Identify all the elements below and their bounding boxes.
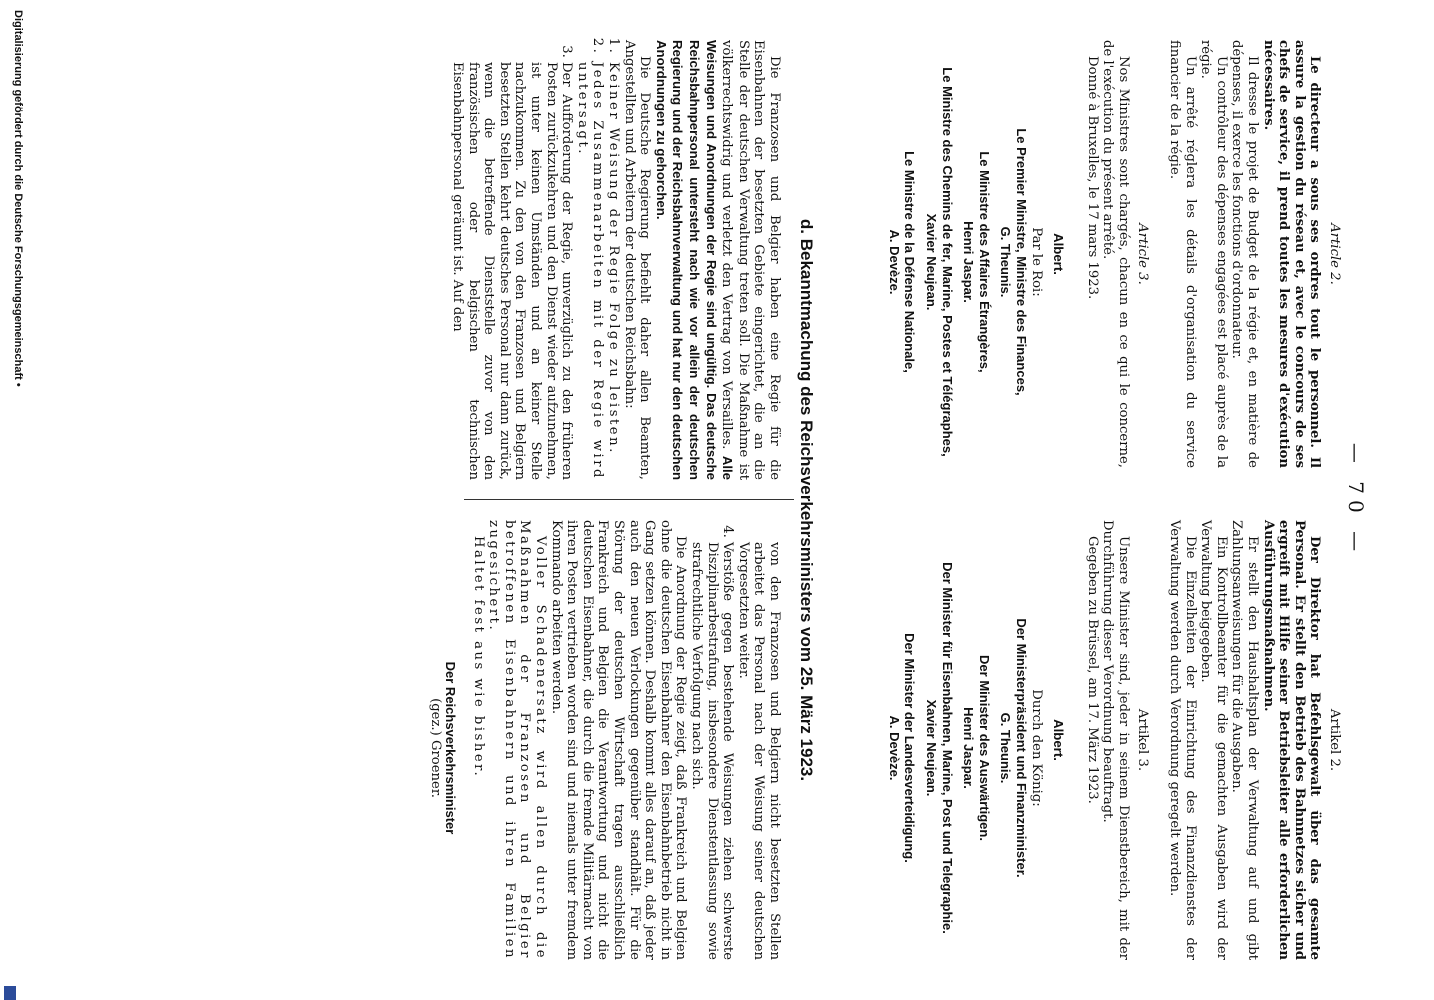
paragraph: Voller Schadenersatz wird allen durch die Maßnahmen der Franzosen und Belgier betroffenen Eisenbahnern und ihren Familien zugesichert. <box>486 520 549 960</box>
signatory-name: Xavier Neujean. <box>923 213 939 311</box>
list-item: 4. Verstöße gegen bestehende Weisungen ziehen schwerste Disziplinarbestrafung, insbesondere Dienstentlassung sowie strafrechtliche Verfolgung nach sich. <box>688 542 735 960</box>
signatory-title: Der Minister des Auswärtigen. <box>976 655 992 841</box>
paragraph: Il dresse le projet de Budget de la régie et, en matière de dépenses, il exerce les fonctions d'ordonnateur. <box>1229 40 1261 468</box>
signatory-name: Henri Jaspar. <box>961 221 977 303</box>
paragraph: Nos Ministres sont chargés, chacun en ce qui le concerne, de l'exécution du présent arrêté. <box>1100 40 1131 468</box>
left-top-column <box>886 40 1342 468</box>
paragraph: Un arrêté réglera les détails d'organisation du service financier de la régie. <box>1167 40 1198 468</box>
signatory-title: Der Reichsverkehrsminister <box>443 661 459 835</box>
paragraph: Er stellt den Haushaltsplan der Verwaltung auf und gibt Zahlungsanweisungen für die Ausgaben. <box>1229 520 1261 960</box>
signatory-name: Xavier Neujean. <box>923 699 939 797</box>
paragraph: Haltet fest aus wie bisher. <box>470 536 486 779</box>
signatory-name: Henri Jaspar. <box>961 707 977 789</box>
king-signature-fr: Albert. <box>1051 233 1067 275</box>
list-item: 3. Der Aufforderung der Regie, unverzüglich zu den früheren Posten zurückzukehren und den Dienst wieder aufzunehmen, ist unter keinen Umständen und an keiner Stelle nachzukommen. Zu den von den Franzosen und Belgiern besetzten Stellen kehrt deutsches Personal nur dann zurück, wenn die betreffende Dienststelle zuvor von den französischen oder belgischen technischen Eisenbahnpersonal geräumt ist. Auf den <box>450 62 575 480</box>
numbered-list <box>450 40 622 480</box>
article-2-title-de: Artikel 2. <box>1327 708 1342 772</box>
page-number: — 70 — <box>1344 442 1368 558</box>
signatory-name: A. Devèze. <box>886 229 902 295</box>
signatory-title: Le Premier Ministre, Ministre des Finances, <box>1013 128 1029 396</box>
signatory-title: Le Ministre des Affaires Étrangères, <box>976 151 992 373</box>
paragraph: Der Direktor hat Befehlsgewalt über das gesamte Personal. Er stellt den Betrieb des Bahnnetzes sicher und ergreift mit Hilfe seiner Betriebsleiter alle erforderlichen Ausführungsmaßnahmen. <box>1260 520 1323 960</box>
signatory-name: (gez.) Groener. <box>427 698 443 798</box>
signatory-name: A. Devèze. <box>886 715 902 781</box>
section-heading: d. Bekanntmachung des Reichsverkehrsministers vom 25. März 1923. <box>797 218 816 782</box>
paragraph: Un contrôleur des dépenses engagées est placé auprès de la régie. <box>1198 40 1229 468</box>
durch-den-koenig: Durch den König: <box>1029 689 1045 807</box>
article-3-title-de: Artikel 3. <box>1135 708 1151 772</box>
article-2-title-fr: Article 2. <box>1327 223 1342 285</box>
paragraph: Unsere Minister sind, jeder in seinem Dienstbereich, mit der Durchführung dieser Verordnung beauftragt. <box>1100 520 1131 960</box>
left-bottom-column <box>450 40 782 480</box>
right-top-column <box>886 520 1342 960</box>
dfg-logo-icon <box>4 986 16 1000</box>
signatory-title: Der Minister der Landesverteidigung. <box>902 633 918 863</box>
paragraph <box>652 40 782 480</box>
paragraph-bold-text: Alle Weisungen und Anordnungen der Regie sind ungültig. Das deutsche Reichsbahnpersonal untersteht nach wie vor allein der deutschen Regierung und der Reichsbahnverwaltung und hat nur den deutschen Anordnungen zu gehorchen. <box>653 40 736 480</box>
signatory-name: G. Theunis. <box>998 226 1014 298</box>
king-signature-de: Albert. <box>1051 719 1067 761</box>
column-divider <box>464 499 794 500</box>
article-3-title-fr: Article 3. <box>1135 223 1151 285</box>
signatory-name: G. Theunis. <box>998 712 1014 784</box>
signatory-title: Le Ministre des Chemins de fer, Marine, Postes et Télégraphes, <box>939 67 955 457</box>
paragraph-text: Die Franzosen und Belgier haben eine Regie für die Eisenbahnen der besetzten Gebiete eingerichtet, die an die Stelle der deutschen Verwaltung treten soll. Die Maßnahme ist völkerrechtswidrig und verletzt den Vertrag von Versailles. <box>719 40 782 480</box>
list-item: 2. Jedes Zusammenarbeiten mit der Regie wird untersagt. <box>574 62 605 480</box>
paragraph: Gegeben zu Brüssel, am 17. März 1923. <box>1084 536 1100 804</box>
signatory-title: Der Minister für Eisenbahnen, Marine, Post und Telegraphie. <box>939 562 955 934</box>
signatory-title: Der Ministerpräsident und Finanzminister. <box>1013 618 1029 878</box>
paragraph: Die Deutsche Regierung befiehlt daher allen Beamten, Angestellten und Arbeitern der deutschen Reichsbahn: <box>621 40 653 480</box>
right-bottom-column <box>427 520 782 960</box>
paragraph: von den Franzosen und Belgiern nicht besetzten Stellen arbeitet das Personal nach der Weisung seiner deutschen Vorgesetzten weiter. <box>735 542 782 960</box>
par-le-roi: Par le Roi: <box>1029 227 1045 297</box>
paragraph: Die Anordnung der Regie zeigt, daß Frankreich und Belgien ohne die deutschen Eisenbahner den Eisenbahnbetrieb nicht in Gang setzen können. Deshalb kommt alles darauf an, daß jeder auch den neuen Verlockungen gegenüber standhält. Für die Störung der deutschen Wirtschaft tragen ausschließlich Frankreich und Belgien die Verantwortung und nicht die deutschen Eisenbahner, die durch die fremde Militärmacht von ihren Posten vertrieben worden sind und niemals unter fremdem Kommando arbeiten werden. <box>548 520 689 960</box>
paragraph: Ein Kontrollbeamter für die gemachten Ausgaben wird der Verwaltung beigegeben. <box>1198 520 1229 960</box>
paragraph: Die Einzelheiten der Einrichtung des Finanzdienstes der Verwaltung werden durch Verordnung geregelt werden. <box>1167 520 1198 960</box>
footer-text: Digitalisierung gefördert durch die Deutsche Forschungsgemeinschaft • <box>12 10 24 387</box>
numbered-list <box>688 520 735 960</box>
paragraph: Donné à Bruxelles, le 17 mars 1923. <box>1084 56 1100 300</box>
paragraph: Le directeur a sous ses ordres tout le personnel. Il assure la gestion du réseau et, avec le concours de ses chefs de service, il prend toutes les mesures d'exécution nécessaires. <box>1260 40 1323 468</box>
signatory-title: Le Ministre de la Défense Nationale, <box>902 151 918 373</box>
list-item: 1. Keiner Weisung der Regie Folge zu leisten. <box>605 62 621 480</box>
